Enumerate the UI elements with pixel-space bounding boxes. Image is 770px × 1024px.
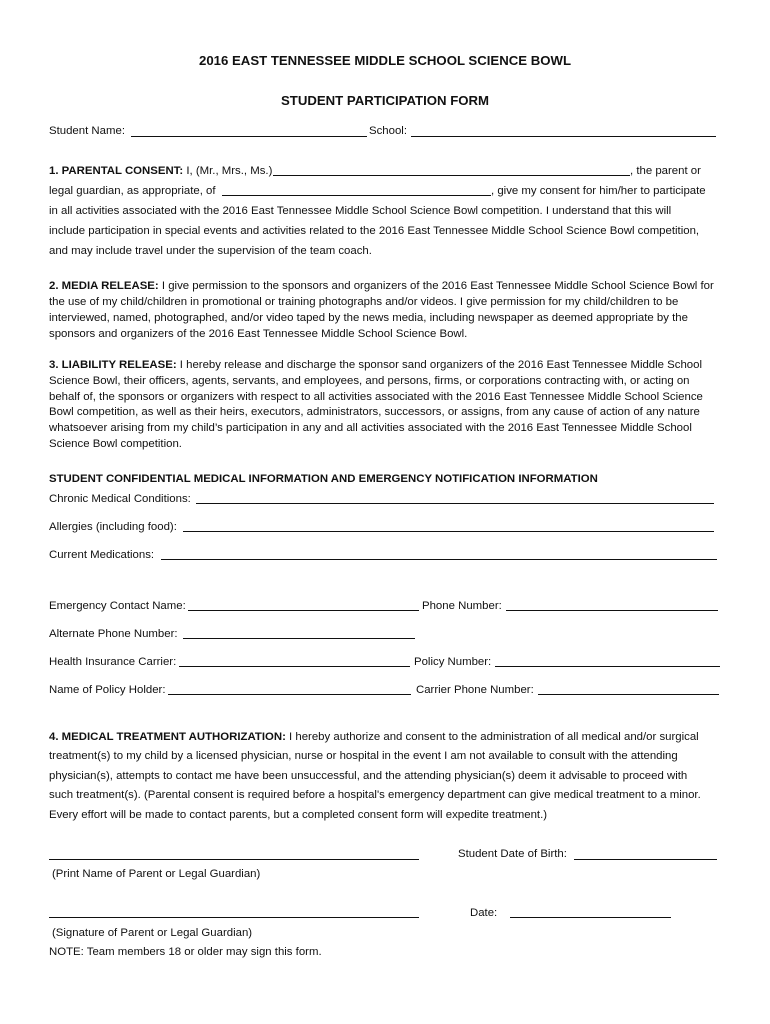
allergies-field[interactable] bbox=[183, 531, 714, 532]
liability-text: Science Bowl competition. bbox=[49, 438, 182, 450]
parental-consent-line-1 bbox=[49, 164, 272, 178]
media-text: sponsors and organizers of the 2016 East Tennessee Middle School Science Bowl. bbox=[49, 328, 468, 340]
medical-info-heading: STUDENT CONFIDENTIAL MEDICAL INFORMATION AND EMERGENCY NOTIFICATION INFORMATION bbox=[49, 473, 598, 485]
treatment-line-1 bbox=[49, 730, 699, 744]
signature-caption: (Signature of Parent or Legal Guardian) bbox=[52, 927, 253, 939]
treatment-text: treatment(s) to my child by a licensed physician, nurse or hospital in the event I am not available to consult with the attending bbox=[49, 750, 678, 762]
alternate-phone-label: Alternate Phone Number: bbox=[49, 628, 178, 640]
print-name-caption: (Print Name of Parent or Legal Guardian) bbox=[52, 868, 261, 880]
form-title: 2016 EAST TENNESSEE MIDDLE SCHOOL SCIENCE BOWL bbox=[199, 53, 571, 68]
media-text: I give permission to the sponsors and organizers of the 2016 East Tennessee Middle School Science Bowl for bbox=[158, 280, 714, 292]
treatment-text: Every effort will be made to contact parents, but a completed consent form will expedite treatment.) bbox=[49, 809, 548, 821]
liability-release-line-1 bbox=[49, 358, 702, 372]
carrier-phone-label: Carrier Phone Number: bbox=[416, 684, 534, 696]
insurance-carrier-field[interactable] bbox=[179, 666, 410, 667]
parent-name-field[interactable] bbox=[273, 175, 630, 176]
policy-holder-label: Name of Policy Holder: bbox=[49, 684, 166, 696]
treatment-text: physician(s), attempts to contact me have been unsuccessful, and the attending physician(s) deem it advisable to proceed with bbox=[49, 770, 688, 782]
media-text: interviewed, named, photographed, and/or video taped by the news media, including newspaper as deemed appropriate by the bbox=[49, 312, 688, 324]
date-field[interactable] bbox=[510, 917, 671, 918]
liability-text: whatsoever arising from my child’s participation in any and all activities associated with the 2016 East Tennessee Middle School bbox=[49, 422, 692, 434]
media-release-heading: 2. MEDIA RELEASE: bbox=[49, 280, 159, 292]
liability-text: behalf of, the sponsors or organizers with respect to all activities associated with the 2016 East Tennessee Middle School Science bbox=[49, 391, 703, 403]
policy-holder-field[interactable] bbox=[168, 694, 411, 695]
insurance-carrier-label: Health Insurance Carrier: bbox=[49, 656, 177, 668]
consent-text: in all activities associated with the 2016 East Tennessee Middle School Science Bowl competition. I understand that this will bbox=[49, 205, 672, 217]
consent-text: I, (Mr., Mrs., Ms.) bbox=[183, 165, 273, 177]
emergency-contact-label: Emergency Contact Name: bbox=[49, 600, 186, 612]
signature-field[interactable] bbox=[49, 917, 419, 918]
liability-release-heading: 3. LIABILITY RELEASE: bbox=[49, 359, 177, 371]
consent-text: and may include travel under the supervision of the team coach. bbox=[49, 245, 372, 257]
emergency-contact-field[interactable] bbox=[188, 610, 419, 611]
alternate-phone-field[interactable] bbox=[183, 638, 415, 639]
parental-consent-heading: 1. PARENTAL CONSENT: bbox=[49, 165, 184, 177]
policy-number-field[interactable] bbox=[495, 666, 720, 667]
school-field[interactable] bbox=[411, 136, 716, 137]
medications-label: Current Medications: bbox=[49, 549, 155, 561]
print-name-field[interactable] bbox=[49, 859, 419, 860]
age-note: NOTE: Team members 18 or older may sign this form. bbox=[49, 946, 322, 958]
chronic-conditions-label: Chronic Medical Conditions: bbox=[49, 493, 191, 505]
student-name-label: Student Name: bbox=[49, 125, 125, 137]
student-name-field[interactable] bbox=[131, 136, 367, 137]
consent-text: , the parent or bbox=[630, 165, 701, 177]
consent-text: include participation in special events and activities related to the 2016 East Tennessee Middle School Science Bowl competition, bbox=[49, 225, 700, 237]
liability-text: I hereby release and discharge the sponsor sand organizers of the 2016 East Tennessee Middle School bbox=[176, 359, 702, 371]
media-text: the use of my child/children in promotional or training photographs and/or videos. I give permission for my child/children to be bbox=[49, 296, 679, 308]
liability-text: Science Bowl, their officers, agents, servants, and employees, and persons, firms, or corporations contracting with, or acting on bbox=[49, 375, 690, 387]
child-name-field[interactable] bbox=[222, 195, 491, 196]
medications-field[interactable] bbox=[161, 559, 717, 560]
consent-text: , give my consent for him/her to participate bbox=[491, 185, 706, 197]
consent-text: legal guardian, as appropriate, of bbox=[49, 185, 216, 197]
allergies-label: Allergies (including food): bbox=[49, 521, 177, 533]
phone-number-label: Phone Number: bbox=[422, 600, 502, 612]
date-label: Date: bbox=[470, 907, 498, 919]
dob-label: Student Date of Birth: bbox=[458, 848, 567, 860]
policy-number-label: Policy Number: bbox=[414, 656, 492, 668]
form-subtitle: STUDENT PARTICIPATION FORM bbox=[280, 93, 490, 108]
phone-number-field[interactable] bbox=[506, 610, 718, 611]
treatment-heading: 4. MEDICAL TREATMENT AUTHORIZATION: bbox=[49, 731, 286, 743]
liability-text: Bowl competition, as well as their heirs, executors, administrators, successors, or assigns, from any cause of action of any nature bbox=[49, 406, 700, 418]
treatment-text: such treatment(s). (Parental consent is required before a hospital's emergency department can give medical treatment to a minor. bbox=[49, 789, 701, 801]
media-release-line-1 bbox=[49, 279, 714, 293]
dob-field[interactable] bbox=[574, 859, 717, 860]
chronic-conditions-field[interactable] bbox=[196, 503, 714, 504]
school-label: School: bbox=[369, 125, 407, 137]
treatment-text: I hereby authorize and consent to the administration of all medical and/or surgical bbox=[285, 731, 699, 743]
carrier-phone-field[interactable] bbox=[538, 694, 719, 695]
